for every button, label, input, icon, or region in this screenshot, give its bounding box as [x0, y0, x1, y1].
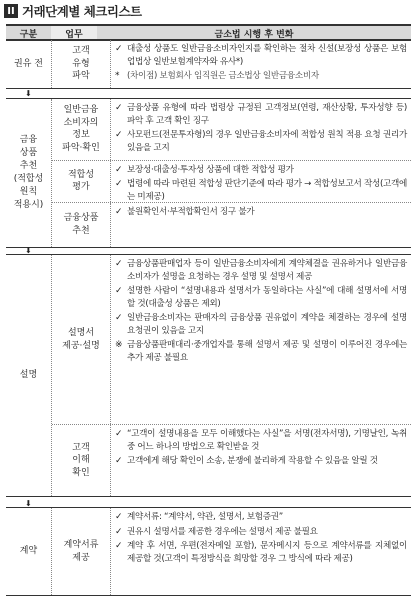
item-text: 불원확인서·부적합확인서 징구 불가 — [127, 206, 255, 217]
header-task: 업무 — [51, 26, 97, 40]
table-row — [52, 161, 411, 203]
item-text: 계약 후 서면, 우편(전자메일 포함), 문자메시지 등으로 계약서류를 지체없이 제공할 것(고객이 특정방식을 희망할 경우 그 방식에 따라 제공) — [127, 541, 407, 564]
check-icon: ✓ — [115, 103, 123, 113]
checklist-item — [115, 164, 407, 177]
item-text: 권유시 설명서를 제공한 경우에는 설명서 제공 불필요 — [127, 526, 318, 537]
item-text: 법령에 따라 마련된 적합성 판단기준에 따라 평가 → 적합성보고서 작성(고객에는 미제공) — [127, 179, 407, 202]
item-text: (차이점) 보험회사 임직원은 금소법상 일반금융소비자 — [127, 71, 319, 81]
header-changes: 금소법 시행 후 변화 — [97, 26, 411, 40]
change-items — [111, 99, 411, 160]
change-items — [111, 161, 411, 202]
down-arrow-icon: ⬇ — [25, 499, 32, 508]
section-rows — [52, 255, 411, 496]
document-title — [4, 3, 142, 19]
checklist-item — [115, 70, 407, 83]
checklist-item — [115, 258, 407, 283]
item-text: 일반금융소비자는 판매자의 금융상품 권유없이 계약을 체결하는 경우에 설명요청권이 있음을 고지 — [127, 313, 407, 336]
section-label: 설명 — [6, 255, 52, 496]
check-icon: ✓ — [115, 313, 123, 323]
checklist-section — [6, 98, 411, 248]
task-label: 금융상품 추천 — [52, 203, 111, 247]
check-icon: ✓ — [115, 541, 123, 551]
change-items — [111, 425, 411, 496]
task-label: 적합성 평가 — [52, 161, 111, 202]
item-text: 계약서류: “계약서, 약관, 설명서, 보험증권” — [127, 512, 283, 522]
change-items — [111, 203, 411, 247]
checklist-item — [115, 540, 407, 565]
title-text: 거래단계별 체크리스트 — [22, 4, 142, 19]
table-row — [52, 425, 411, 496]
header-category: 구분 — [6, 26, 51, 40]
checklist-section — [6, 39, 411, 89]
task-label: 계약서류 제공 — [52, 508, 111, 595]
section-label: 계약 — [6, 508, 52, 595]
check-icon: ✓ — [115, 44, 123, 54]
item-text: 사모펀드(전문투자형)의 경우 일반금융소비자에 적합성 원칙 적용 요청 권리가 있음을 고지 — [127, 130, 407, 153]
check-icon: ✓ — [115, 164, 123, 175]
check-icon: ✓ — [115, 456, 123, 467]
checklist-item — [115, 206, 407, 219]
check-icon: ✓ — [115, 512, 123, 522]
checklist-item — [115, 526, 407, 539]
item-text: 설명한 사람이 “설명내용과 설명서가 동일하다는 사실”에 대해 설명서에 서명할 것(대출성 상품은 제외) — [127, 286, 407, 309]
checklist-item — [115, 129, 407, 154]
item-text: 금융상품판매업자 등이 일반금융소비자에게 계약체결을 권유하거나 일반금융소비자가 설명을 요청하는 경우 설명 및 설명서 제공 — [127, 259, 407, 282]
item-text: 고객에게 해당 확인이 소송, 분쟁에 불리하게 작용할 수 있음을 알릴 것 — [127, 456, 378, 467]
item-text: 보장성·대출성·투자성 상품에 대한 적합성 평가 — [127, 164, 294, 175]
task-label: 설명서 제공·설명 — [52, 255, 111, 424]
item-text: 금융상품 유형에 따라 법령상 규정된 고객정보(연령, 재산상황, 투자성향 등) 파악 후 고객 확인 징구 — [127, 103, 407, 126]
check-icon: ✓ — [115, 130, 123, 140]
title-number-badge: II — [4, 4, 18, 18]
task-label: 고객 이해 확인 — [52, 425, 111, 496]
checklist-item — [115, 511, 407, 524]
checklist-item — [115, 339, 407, 364]
table-row — [52, 255, 411, 425]
change-items — [111, 255, 411, 424]
checklist-section — [6, 254, 411, 497]
item-text: 금융상품판매대리·중개업자를 통해 설명서 제공 및 설명이 이루어진 경우에는 추가 제공 불필요 — [127, 340, 407, 363]
note-marker: * — [115, 71, 120, 81]
task-label: 고객 유형 파악 — [52, 40, 111, 88]
task-label: 일반금융 소비자의 정보 파악·확인 — [52, 99, 111, 160]
checklist-item — [115, 178, 407, 203]
checklist-item — [115, 43, 407, 68]
section-rows — [52, 40, 411, 88]
section-label: 금융 상품 추천 (적합성 원칙 적용시) — [6, 99, 52, 247]
checklist-item — [115, 455, 407, 468]
checklist-section — [6, 507, 411, 596]
checklist-item — [115, 285, 407, 310]
down-arrow-icon: ⬇ — [25, 89, 32, 98]
section-rows — [52, 508, 411, 595]
section-label: 권유 전 — [6, 40, 52, 88]
check-icon: ✓ — [115, 179, 123, 190]
item-text: “고객이 설명내용을 모두 이해했다는 사실”을 서명(전자서명), 기명날인, 녹취 중 어느 하나의 방법으로 확인받을 것 — [127, 429, 408, 452]
table-row — [52, 203, 411, 247]
section-rows — [52, 99, 411, 247]
table-row — [52, 508, 411, 595]
note-marker: ※ — [115, 340, 123, 350]
table-row — [52, 40, 411, 88]
check-icon: ✓ — [115, 526, 123, 537]
check-icon: ✓ — [115, 206, 123, 217]
checklist-item — [115, 102, 407, 127]
item-text: 대출성 상품도 일반금융소비자인지를 확인하는 절차 신설(보장성 상품은 보험업법상 일반보험계약자와 유사*) — [127, 44, 407, 67]
change-items — [111, 508, 411, 595]
checklist-item — [115, 312, 407, 337]
down-arrow-icon: ⬇ — [25, 246, 32, 255]
table-row — [52, 99, 411, 161]
check-icon: ✓ — [115, 429, 123, 440]
check-icon: ✓ — [115, 259, 123, 269]
change-items — [111, 40, 411, 88]
check-icon: ✓ — [115, 286, 123, 296]
checklist-item — [115, 428, 407, 453]
